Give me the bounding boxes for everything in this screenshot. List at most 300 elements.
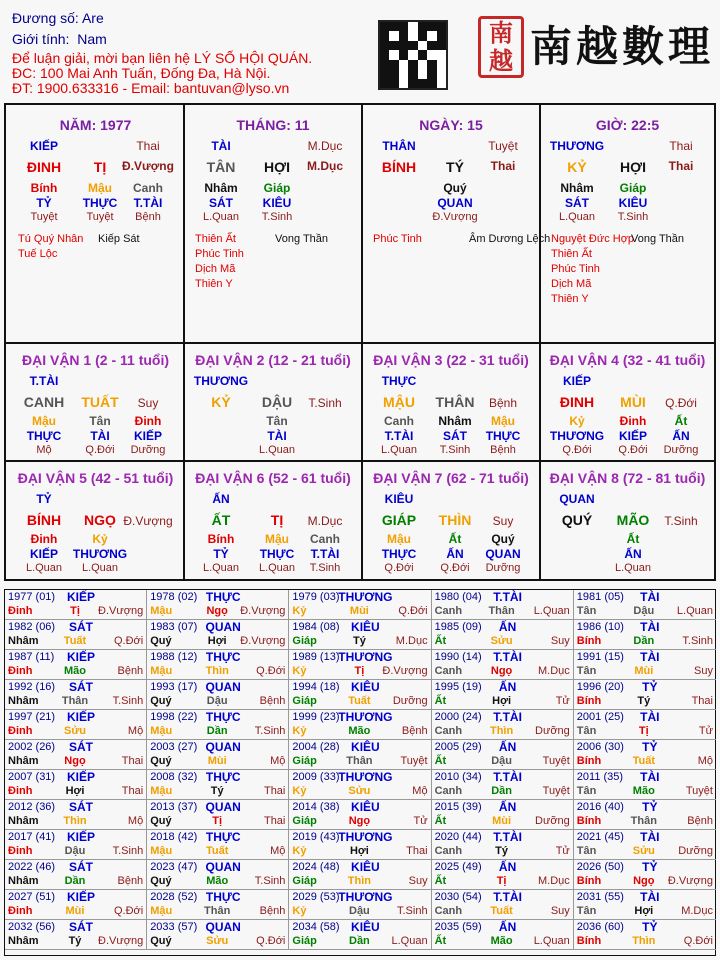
dai-van-god: T.TÀI <box>29 374 59 388</box>
year-god: THỰC <box>205 590 241 604</box>
hidden-stem: Giáp <box>263 181 291 195</box>
year-god: THỰC <box>205 770 241 784</box>
year-god: ẤN <box>498 620 517 634</box>
year-branch: Hợi <box>492 695 512 707</box>
year-stem: Đinh <box>8 905 33 917</box>
year-cell <box>289 890 431 920</box>
year-god: TỶ <box>642 680 658 694</box>
year-phase: Dưỡng <box>535 815 570 827</box>
year-label: 2022 (46) <box>8 861 56 873</box>
qr-code-icon[interactable] <box>378 20 448 90</box>
year-label: 2008 (32) <box>150 771 198 783</box>
year-cell <box>147 740 289 770</box>
chart-grid <box>4 103 716 581</box>
year-branch: Hợi <box>207 635 227 647</box>
year-god: THỰC <box>205 650 241 664</box>
year-god: ẤN <box>498 860 517 874</box>
hidden-god: SÁT <box>209 196 233 210</box>
year-cell <box>574 920 716 950</box>
phone-email-line[interactable]: ĐT: 1900.633316 - Email: bantuvan@lyso.vn <box>12 80 290 96</box>
year-label: 1993 (17) <box>150 681 198 693</box>
hidden-stem: Đinh <box>619 414 647 428</box>
year-phase: T.Sinh <box>397 905 428 917</box>
year-cell <box>432 920 574 950</box>
year-stem: Canh <box>434 845 463 857</box>
year-cell <box>432 710 574 740</box>
year-cell <box>289 920 431 950</box>
year-label: 2033 (57) <box>150 921 198 933</box>
year-branch: Mùi <box>349 605 369 617</box>
year-branch: Dần <box>491 785 512 797</box>
star-good: Phúc Tinh <box>373 233 422 245</box>
year-branch: Dậu <box>491 755 512 767</box>
year-cell <box>147 710 289 740</box>
dai-van-god: TỶ <box>36 492 52 506</box>
year-god: KIÊU <box>351 800 380 814</box>
year-god: THƯƠNG <box>338 770 393 784</box>
year-phase: Dưỡng <box>535 725 570 737</box>
year-cell <box>5 710 147 740</box>
year-cell <box>147 800 289 830</box>
year-label: 2001 (25) <box>576 711 624 723</box>
year-cell <box>289 710 431 740</box>
dai-van-branch: THÂN <box>435 394 475 410</box>
year-stem: Mậu <box>150 665 173 677</box>
hidden-phase: T.Sinh <box>617 211 649 223</box>
stem-phase: Thai <box>669 139 693 153</box>
year-phase: Tuyệt <box>685 785 713 797</box>
heavenly-god: THÂN <box>382 139 416 153</box>
year-god: THƯƠNG <box>338 650 393 664</box>
year-label: 1991 (15) <box>576 651 624 663</box>
year-phase: Bệnh <box>117 665 144 677</box>
year-branch: Tị <box>70 605 80 617</box>
hidden-god: T.TÀI <box>384 429 414 443</box>
year-branch: Sửu <box>63 725 87 737</box>
year-god: TÀI <box>640 830 660 844</box>
hidden-phase: Dưỡng <box>663 444 699 456</box>
pillar-2 <box>185 107 361 342</box>
hidden-god: THƯƠNG <box>549 429 605 443</box>
year-cell <box>147 890 289 920</box>
year-cell <box>289 680 431 710</box>
year-cell <box>289 800 431 830</box>
hidden-god: QUAN <box>485 547 521 561</box>
hidden-stem: Mậu <box>265 532 289 546</box>
year-label: 1992 (16) <box>8 681 56 693</box>
year-stem: Mậu <box>150 905 173 917</box>
year-label: 1999 (23) <box>292 711 340 723</box>
year-phase: Đ.Vượng <box>98 935 144 947</box>
hidden-god: ẤN <box>672 429 690 443</box>
hidden-phase: Bệnh <box>490 444 516 456</box>
year-branch: Dậu <box>633 605 655 617</box>
hidden-stem: Mậu <box>32 414 56 428</box>
year-branch: Tý <box>68 935 82 947</box>
hidden-god: TÀI <box>267 429 287 443</box>
heavenly-god: TÀI <box>211 139 231 153</box>
hidden-stem: Ất <box>448 532 462 546</box>
year-stem: Ất <box>434 935 447 947</box>
year-god: SÁT <box>69 680 93 694</box>
star-good: Thiên Ất <box>551 248 592 260</box>
pillar-title: GIỜ: 22:5 <box>595 117 660 133</box>
dai-van-phase: Suy <box>492 514 514 528</box>
year-stem: Đinh <box>8 605 33 617</box>
hidden-stem: Canh <box>133 181 163 195</box>
year-cell <box>289 860 431 890</box>
year-phase: Bệnh <box>401 725 428 737</box>
dai-van-stem: QUÝ <box>561 512 593 528</box>
year-branch: Sửu <box>632 845 655 857</box>
year-cell <box>5 680 147 710</box>
dai-van-6 <box>185 462 361 579</box>
year-god: QUAN <box>205 800 241 814</box>
dai-van-branch: MÃO <box>616 512 650 528</box>
year-phase: Mộ <box>412 785 428 797</box>
year-stem: Tân <box>576 605 597 617</box>
year-label: 2028 (52) <box>150 891 198 903</box>
dai-van-branch: NGỌ <box>84 512 116 528</box>
hidden-phase: L.Quan <box>202 562 240 574</box>
dai-van-title: ĐẠI VẬN 3 (22 - 31 tuổi) <box>373 352 529 368</box>
hidden-stem: Nhâm <box>204 181 238 195</box>
year-god: ẤN <box>498 680 517 694</box>
year-label: 2034 (58) <box>292 921 340 933</box>
year-label: 1977 (01) <box>8 591 56 603</box>
year-branch: Ngọ <box>633 875 655 887</box>
year-label: 2025 (49) <box>434 861 482 873</box>
hidden-phase: T.Sinh <box>261 211 293 223</box>
hidden-phase: L.Quan <box>258 562 296 574</box>
year-phase: Q.Đới <box>256 665 286 677</box>
year-cell <box>289 620 431 650</box>
hidden-god: QUAN <box>437 196 473 210</box>
year-label: 2032 (56) <box>8 921 56 933</box>
year-label: 2002 (26) <box>8 741 56 753</box>
header <box>0 0 720 100</box>
year-phase: Tuyệt <box>542 755 570 767</box>
year-label: 1994 (18) <box>292 681 340 693</box>
hidden-god: ẤN <box>624 547 642 561</box>
year-stem: Quý <box>150 875 172 887</box>
year-stem: Tân <box>576 665 597 677</box>
pillar-title: NĂM: 1977 <box>59 117 132 133</box>
year-god: KIÊU <box>351 740 380 754</box>
year-god: THƯƠNG <box>338 590 393 604</box>
year-cell <box>289 740 431 770</box>
year-stem: Đinh <box>8 665 33 677</box>
year-god: SÁT <box>69 860 93 874</box>
year-branch: Hợi <box>65 785 85 797</box>
year-stem: Tân <box>576 785 597 797</box>
dai-van-branch: TUẤT <box>81 394 119 410</box>
heavenly-god: KIẾP <box>29 139 59 153</box>
year-label: 2013 (37) <box>150 801 198 813</box>
year-branch: Tuất <box>632 755 655 767</box>
year-phase: Q.Đới <box>113 635 144 647</box>
hidden-phase: Q.Đới <box>440 562 470 574</box>
star-good: Nguyệt Đức Hợp <box>551 233 635 245</box>
dai-van-4 <box>541 344 714 460</box>
year-phase: Thai <box>406 845 428 857</box>
year-label: 1984 (08) <box>292 621 340 633</box>
owner-name-line: Đương số: Are <box>12 10 104 26</box>
year-label: 2003 (27) <box>150 741 198 753</box>
year-cell <box>147 680 289 710</box>
hidden-phase: Đ.Vượng <box>432 211 478 223</box>
year-phase: Thai <box>263 785 286 797</box>
year-god: THƯƠNG <box>338 830 393 844</box>
year-branch: Mùi <box>634 665 654 677</box>
year-branch: Thân <box>346 755 373 767</box>
year-branch: Thìn <box>205 665 229 677</box>
year-label: 2004 (28) <box>292 741 340 753</box>
dai-van-title: ĐẠI VẬN 5 (42 - 51 tuổi) <box>17 470 174 486</box>
heavenly-stem: ĐINH <box>26 159 62 175</box>
year-branch: Hợi <box>634 905 654 917</box>
year-label: 2029 (53) <box>292 891 340 903</box>
year-branch: Tị <box>212 815 223 827</box>
hidden-phase: T.Sinh <box>309 562 341 574</box>
year-cell <box>574 770 716 800</box>
year-cell <box>5 650 147 680</box>
year-branch: Mão <box>64 665 86 677</box>
year-label: 1981 (05) <box>576 591 624 603</box>
year-phase: Q.Đới <box>113 905 144 917</box>
year-stem: Ất <box>434 635 447 647</box>
year-stem: Canh <box>434 665 463 677</box>
year-branch: Tuất <box>348 695 371 707</box>
year-god: TỶ <box>642 740 658 754</box>
dai-van-god: THỰC <box>381 374 417 388</box>
pillar-1 <box>8 107 183 342</box>
hidden-stem: Quý <box>491 532 515 546</box>
year-label: 2014 (38) <box>292 801 340 813</box>
year-stem: Giáp <box>292 695 317 707</box>
year-branch: Dậu <box>206 695 228 707</box>
year-stem: Quý <box>150 935 172 947</box>
year-branch: Dần <box>633 635 655 647</box>
hidden-god: TỶ <box>36 196 52 210</box>
address-line: ĐC: 100 Mai Anh Tuấn, Đống Đa, Hà Nội. <box>12 65 271 81</box>
year-phase: Mộ <box>270 845 286 857</box>
year-label: 2023 (47) <box>150 861 198 873</box>
year-god: T.TÀI <box>493 890 522 904</box>
hidden-phase: L.Quan <box>380 444 418 456</box>
hidden-stem: Đinh <box>30 532 58 546</box>
year-phase: Mộ <box>697 755 713 767</box>
year-branch: Dậu <box>64 845 86 857</box>
year-god: T.TÀI <box>493 710 522 724</box>
year-stem: Kỷ <box>292 785 307 797</box>
heavenly-stem: BÍNH <box>381 159 417 175</box>
hidden-god: KIẾP <box>29 547 59 561</box>
hidden-god: SÁT <box>565 196 589 210</box>
year-branch: Thìn <box>489 725 514 737</box>
year-stem: Giáp <box>292 935 317 947</box>
year-stem: Bính <box>576 935 602 947</box>
year-god: KIẾP <box>66 590 96 604</box>
brand-logo-text: 南越數理 <box>530 22 715 71</box>
year-god: TÀI <box>640 710 660 724</box>
dai-van-branch: DẬU <box>261 394 293 410</box>
year-god: TỶ <box>642 920 658 934</box>
year-god: TỶ <box>642 860 658 874</box>
dai-van-stem: ĐINH <box>559 394 595 410</box>
year-phase: Tử <box>555 845 570 857</box>
year-phase: Thai <box>263 815 286 827</box>
year-branch: Tuất <box>490 905 513 917</box>
year-label: 1978 (02) <box>150 591 198 603</box>
red-seal-stamp: 南 越 <box>478 16 524 78</box>
dai-van-5 <box>8 462 183 579</box>
year-cell <box>5 800 147 830</box>
star-good: Thiên Ất <box>195 233 236 245</box>
year-phase: Mộ <box>270 755 286 767</box>
year-label: 2000 (24) <box>434 711 482 723</box>
year-cell <box>574 800 716 830</box>
year-stem: Tân <box>576 905 597 917</box>
year-stem: Kỷ <box>292 905 307 917</box>
year-cell <box>5 890 147 920</box>
dai-van-god: KIẾP <box>562 374 592 388</box>
year-stem: Bính <box>576 875 602 887</box>
hidden-stem: Kỷ <box>569 414 585 428</box>
hidden-phase: L.Quan <box>258 444 296 456</box>
year-cell <box>432 650 574 680</box>
year-stem: Giáp <box>292 875 317 887</box>
year-stem: Bính <box>576 755 602 767</box>
year-stem: Giáp <box>292 755 317 767</box>
dai-van-8 <box>541 462 714 579</box>
dai-van-phase: Suy <box>137 396 159 410</box>
year-stem: Nhâm <box>8 875 39 887</box>
year-branch: Mùi <box>207 755 227 767</box>
year-branch: Dần <box>206 725 228 737</box>
year-phase: M.Dục <box>395 635 428 647</box>
year-stem: Kỷ <box>292 845 307 857</box>
year-label: 1985 (09) <box>434 621 482 633</box>
year-phase: Tuyệt <box>400 755 428 767</box>
year-phase: L.Quan <box>676 605 713 617</box>
hidden-stem: Ất <box>626 532 640 546</box>
year-god: KIẾP <box>66 710 96 724</box>
year-branch: Tý <box>637 695 651 707</box>
year-cell <box>147 590 289 620</box>
dai-van-stem: ẤT <box>211 512 231 528</box>
hidden-god: THỰC <box>82 196 118 210</box>
hidden-phase: Bệnh <box>135 211 161 223</box>
hidden-stem: Đinh <box>134 414 162 428</box>
year-god: T.TÀI <box>493 590 522 604</box>
dai-van-phase: M.Dục <box>307 514 343 528</box>
year-branch: Mão <box>348 725 371 737</box>
hidden-god: THỰC <box>381 547 417 561</box>
year-cell <box>574 620 716 650</box>
year-label: 1988 (12) <box>150 651 198 663</box>
year-cell <box>432 740 574 770</box>
year-god: THỰC <box>205 830 241 844</box>
year-branch: Tị <box>638 725 649 737</box>
year-phase: Dưỡng <box>678 845 713 857</box>
year-phase: Bệnh <box>259 905 286 917</box>
dai-van-phase: Bệnh <box>488 396 518 410</box>
year-cell <box>289 590 431 620</box>
year-stem: Đinh <box>8 785 33 797</box>
year-branch: Mùi <box>65 905 85 917</box>
year-label: 2010 (34) <box>434 771 482 783</box>
year-cell <box>147 830 289 860</box>
pillar-3 <box>363 107 551 342</box>
year-cell <box>289 770 431 800</box>
stem-phase: M.Dục <box>307 139 343 153</box>
hidden-god: KIÊU <box>618 196 648 210</box>
year-phase: L.Quan <box>533 935 570 947</box>
year-cell <box>147 860 289 890</box>
year-god: KIẾP <box>66 890 96 904</box>
year-branch: Dậu <box>349 905 370 917</box>
year-branch: Hợi <box>349 845 369 857</box>
dai-van-phase: Q.Đới <box>665 396 697 410</box>
star-good: Tú Quý Nhân <box>18 233 84 245</box>
year-branch: Ngọ <box>490 665 513 677</box>
dai-van-title: ĐẠI VẬN 1 (2 - 11 tuổi) <box>21 352 170 368</box>
year-cell <box>5 770 147 800</box>
year-label: 2036 (60) <box>576 921 624 933</box>
star-good: Thiên Y <box>551 293 589 305</box>
year-stem: Kỷ <box>292 665 307 677</box>
year-stem: Kỷ <box>292 725 307 737</box>
hidden-phase: Tuyệt <box>86 211 114 223</box>
year-god: ẤN <box>498 920 517 934</box>
dai-van-title: ĐẠI VẬN 6 (52 - 61 tuổi) <box>195 470 351 486</box>
year-cell <box>147 770 289 800</box>
year-cell <box>147 620 289 650</box>
year-stem: Ất <box>434 815 447 827</box>
star-bad: Vong Thần <box>631 233 685 245</box>
year-stem: Đinh <box>8 845 33 857</box>
year-label: 1989 (13) <box>292 651 340 663</box>
hidden-stem: Kỷ <box>92 532 108 546</box>
star-good: Dịch Mã <box>195 263 236 275</box>
year-branch: Tuất <box>205 845 229 857</box>
star-good: Phúc Tinh <box>195 248 244 260</box>
year-phase: T.Sinh <box>254 875 286 887</box>
year-god: T.TÀI <box>493 830 522 844</box>
year-phase: Suy <box>694 665 713 677</box>
year-phase: Suy <box>408 875 428 887</box>
year-branch: Ngọ <box>206 605 228 617</box>
dai-van-1 <box>8 344 183 460</box>
year-label: 2024 (48) <box>292 861 340 873</box>
branch-phase: Thai <box>490 159 516 173</box>
hidden-stem: Canh <box>384 414 414 428</box>
year-stem: Bính <box>576 815 602 827</box>
pillar-4 <box>541 107 714 342</box>
year-branch: Thìn <box>632 935 656 947</box>
year-phase: Q.Đới <box>398 605 428 617</box>
yearly-table <box>4 589 716 956</box>
year-label: 2035 (59) <box>434 921 482 933</box>
year-phase: Q.Đới <box>256 935 286 947</box>
hidden-stem: Tân <box>266 414 288 428</box>
year-cell <box>432 590 574 620</box>
year-phase: L.Quan <box>533 605 570 617</box>
year-label: 2027 (51) <box>8 891 56 903</box>
hidden-god: TÀI <box>90 429 110 443</box>
earthly-branch: TỊ <box>93 159 107 175</box>
